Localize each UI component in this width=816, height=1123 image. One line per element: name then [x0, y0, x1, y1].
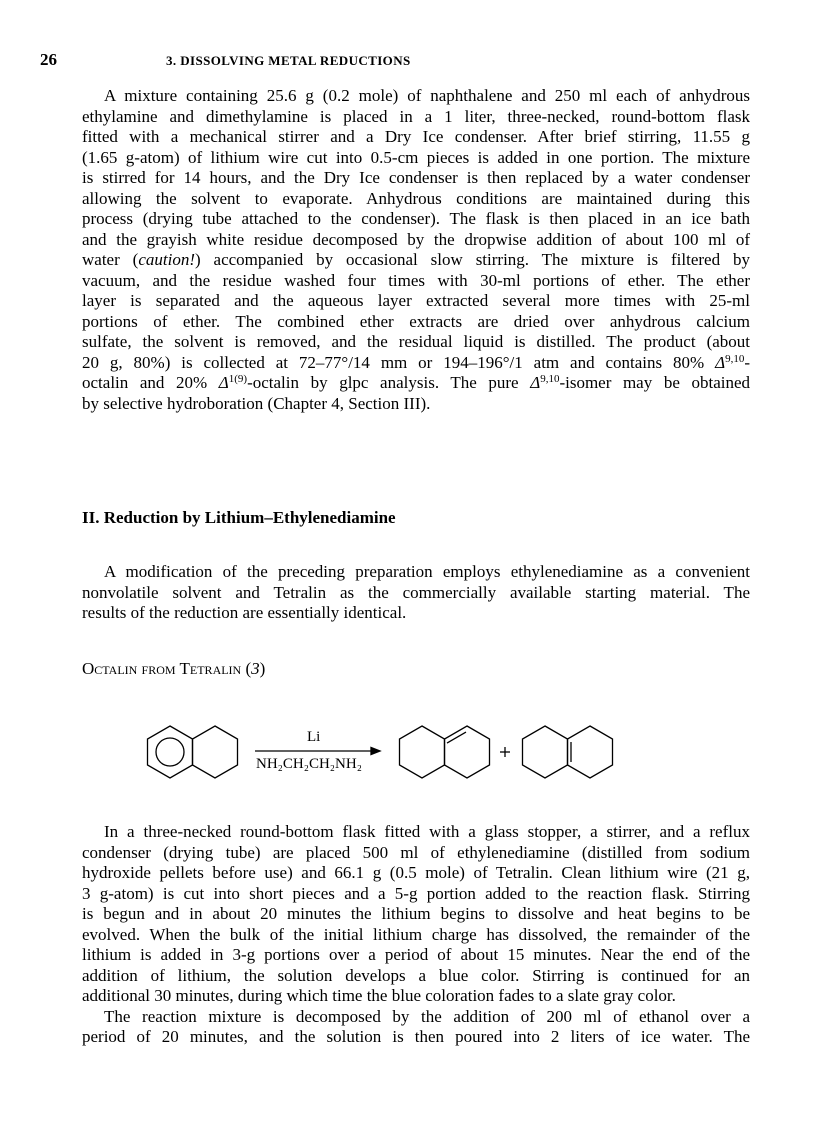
text-segment: portions of ether. The combined ether extracts are dried over anhydrous calcium	[82, 311, 750, 331]
text-segment: lithium is added in 3-g portions over a period of about 15 minutes. Near the end of the	[82, 945, 750, 964]
page-number: 26	[40, 50, 57, 69]
text-segment: (1.65 g-atom) of lithium wire cut into 0.5-cm pieces is added in one portion. The mixture	[82, 147, 750, 167]
text-line	[82, 843, 750, 863]
text-segment: 1(9)	[228, 373, 248, 385]
text-line	[82, 945, 750, 965]
text-segment: water (	[82, 250, 139, 269]
text-segment: period of 20 minutes, and the solution is then poured into 2 liters of ice water. The	[82, 1027, 750, 1046]
text-segment: 9,10	[540, 373, 560, 385]
text-segment: A modification of the preceding preparation employs ethylenediamine as a convenient	[104, 562, 750, 581]
text-line	[82, 1027, 750, 1047]
text-line	[82, 925, 750, 945]
text-segment: process (drying tube attached to the condenser). The flask is then placed in an ice bath	[82, 209, 750, 228]
text-segment: is stirred for 14 hours, and the Dry Ice condenser is then replaced by a water condenser	[82, 168, 750, 187]
reagent-below: NH₂CH₂CH₂NH₂	[256, 756, 362, 772]
text-segment: In a three-necked round-bottom flask fitted with a glass stopper, a stirrer, and a reflux	[104, 822, 750, 841]
text-segment: ) accompanied by occasional slow stirring. The mixture is filtered by	[194, 250, 750, 269]
text-segment: -isomer may be obtained	[559, 373, 751, 392]
text-segment: ethylamine and dimethylamine is placed in a 1 liter, three-necked, round-bottom flask	[82, 106, 750, 126]
text-line	[104, 1007, 750, 1027]
section-heading: II. Reduction by Lithium–Ethylenediamine	[82, 508, 396, 527]
text-segment: Δ	[715, 352, 726, 372]
delta-9-10-octalin-structure	[523, 726, 613, 778]
text-segment: is begun and in about 20 minutes the lithium begins to dissolve and heat begins to be	[82, 904, 750, 923]
text-line	[82, 966, 750, 986]
delta-1-9-octalin-structure	[400, 726, 490, 778]
procedure-title-text: Octalin from Tetralin (	[82, 659, 252, 678]
text-segment: condenser (drying tube) are placed 500 ml of ethylenediamine (distilled from sodium	[82, 842, 750, 862]
text-line	[82, 904, 750, 924]
text-line	[82, 884, 750, 904]
text-segment: -	[744, 352, 750, 372]
text-line	[82, 986, 750, 1006]
text-segment: Δ	[530, 373, 541, 392]
text-segment: addition of lithium, the solution develops a blue color. Stirring is continued for an	[82, 965, 750, 985]
text-line	[104, 822, 750, 842]
reagent-above: Li	[307, 729, 321, 745]
text-segment: and the grayish white residue decomposed by the dropwise addition of about 100 ml of	[82, 229, 750, 249]
text-segment: layer is separated and the aqueous layer extracted several more times with 25-ml	[82, 291, 750, 310]
text-segment: nonvolatile solvent and Tetralin as the commercially available starting material. The	[82, 582, 750, 602]
text-segment: octalin and 20%	[82, 373, 219, 392]
tetralin-structure	[148, 726, 238, 778]
text-segment: caution!	[138, 250, 195, 269]
text-segment: hydroxide pellets before use) and 66.1 g (0.5 mole) of Tetralin. Clean lithium wire (21 g,	[82, 863, 750, 882]
reaction-arrow	[255, 748, 380, 755]
plus-sign	[500, 747, 510, 757]
text-segment: fitted with a mechanical stirrer and a Dry Ice condenser. After brief stirring, 11.55 g	[82, 127, 750, 146]
text-segment: 20 g, 80%) is collected at 72–77°/14 mm or 194–196°/1 atm and contains 80%	[82, 352, 716, 372]
text-segment: allowing the solvent to evaporate. Anhydrous conditions are maintained during this	[82, 188, 750, 208]
text-segment: A mixture containing 25.6 g (0.2 mole) of naphthalene and 250 ml each of anhydrous	[104, 86, 750, 105]
text-segment: -octalin by glpc analysis. The pure	[247, 373, 531, 392]
text-segment: Δ	[218, 373, 229, 392]
text-segment: evolved. When the bulk of the initial lithium charge has dissolved, the remainder of the	[82, 924, 750, 944]
text-line	[82, 863, 750, 883]
procedure-title-close: )	[259, 659, 266, 678]
text-segment: sulfate, the solvent is removed, and the residual liquid is distilled. The product (about	[82, 332, 750, 351]
running-head: 3. DISSOLVING METAL REDUCTIONS	[166, 53, 411, 68]
text-segment: The reaction mixture is decomposed by the addition of 200 ml of ethanol over a	[104, 1006, 750, 1026]
text-segment: results of the reduction are essentially identical.	[82, 603, 407, 622]
procedure-ref: 3	[251, 659, 260, 678]
text-segment: by selective hydroboration (Chapter 4, Section III).	[82, 393, 431, 413]
text-segment: additional 30 minutes, during which time the blue coloration fades to a slate gray color.	[82, 986, 676, 1005]
text-segment: vacuum, and the residue washed four times with 30-ml portions of ether. The ether	[82, 270, 750, 290]
text-segment: 9,10	[725, 352, 745, 365]
text-segment: 3 g-atom) is cut into short pieces and a 5-g portion added to the reaction flask. Stirring	[82, 883, 750, 903]
